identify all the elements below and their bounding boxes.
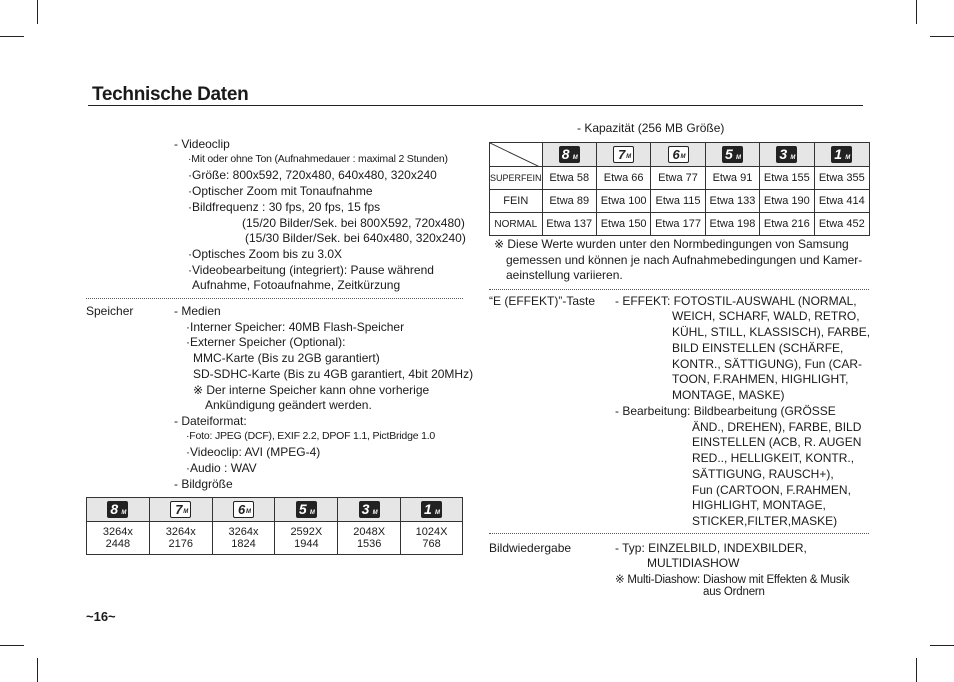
capacity-note-1: ※ Diese Werte wurden unter den Normbedingungen von Samsung bbox=[494, 237, 849, 251]
6m-icon-cell bbox=[651, 143, 705, 167]
wiedergabe-note2: aus Ordnern bbox=[703, 586, 765, 598]
videoclip-fps-b: (15/30 Bilder/Sek. bei 640x480, 320x240) bbox=[245, 231, 466, 245]
videoclip-fps: ·Bildfrequenz : 30 fps, 20 fps, 15 fps bbox=[188, 200, 381, 214]
5m-icon: 5 M bbox=[296, 501, 317, 518]
capacity-cell: Etwa 115 bbox=[651, 190, 705, 213]
effekt-line: WEICH, SCHARF, WALD, RETRO, bbox=[672, 309, 860, 323]
videoclip-zoom: ·Optischer Zoom mit Tonaufnahme bbox=[188, 184, 373, 198]
effekt-line: BILD EINSTELLEN (SCHÄRFE, bbox=[672, 341, 844, 355]
videoclip-note: ·Mit oder ohne Ton (Aufnahmedauer : maximal 2 Stunden) bbox=[188, 153, 448, 165]
effekt-line: KONTR., SÄTTIGUNG), Fun (CAR- bbox=[672, 357, 863, 371]
effekt-line: MONTAGE, MASKE) bbox=[672, 388, 785, 402]
page-number: ~16~ bbox=[86, 609, 116, 624]
speicher-format: - Dateiformat: bbox=[174, 414, 247, 428]
7m-icon-cell bbox=[596, 143, 650, 167]
bearbeitung-line: ÄND., DREHEN), FARBE, BILD bbox=[692, 420, 862, 434]
section-divider bbox=[86, 298, 463, 299]
capacity-cell: Etwa 91 bbox=[705, 167, 759, 190]
5m-icon-cell bbox=[705, 143, 759, 167]
capacity-cell: Etwa 100 bbox=[596, 190, 650, 213]
capacity-cell: Etwa 58 bbox=[542, 167, 596, 190]
crop-mark bbox=[0, 645, 24, 646]
effekt-label: “E (EFFEKT)”-Taste bbox=[489, 294, 596, 308]
videoclip-edit: ·Videobearbeitung (integriert): Pause während bbox=[188, 263, 434, 277]
speicher-mmc: MMC-Karte (Bis zu 2GB garantiert) bbox=[193, 351, 380, 365]
7m-icon-cell bbox=[149, 498, 212, 522]
videoclip-size: ·Größe: 800x592, 720x480, 640x480, 320x240 bbox=[188, 168, 437, 182]
1m-icon-cell bbox=[814, 143, 869, 167]
diagonal-line bbox=[490, 143, 540, 167]
title-rule bbox=[88, 105, 863, 106]
wiedergabe-note: ※ Multi-Diashow: Diashow mit Effekten & Musik bbox=[615, 574, 850, 586]
capacity-cell: Etwa 150 bbox=[596, 213, 650, 236]
crop-mark bbox=[930, 36, 954, 37]
size-cell: 3264x 1824 bbox=[212, 522, 275, 555]
capacity-cell: Etwa 216 bbox=[760, 213, 814, 236]
capacity-title: - Kapazität (256 MB Größe) bbox=[577, 121, 725, 135]
bearbeitung-line: STICKER,FILTER,MASKE) bbox=[692, 514, 838, 528]
1m-icon: 1 M bbox=[831, 146, 852, 163]
7m-icon: 7 M bbox=[170, 501, 191, 518]
size-cell: 1024X 768 bbox=[401, 522, 463, 555]
8m-icon-cell bbox=[87, 498, 150, 522]
capacity-cell: Etwa 414 bbox=[814, 190, 869, 213]
capacity-cell: Etwa 77 bbox=[651, 167, 705, 190]
row-label: SUPERFEIN bbox=[490, 167, 543, 190]
bearbeitung-line: EINSTELLEN (ACB, R. AUGEN bbox=[692, 435, 862, 449]
capacity-note-3: aeinstellung variieren. bbox=[506, 268, 623, 282]
capacity-cell: Etwa 133 bbox=[705, 190, 759, 213]
videoclip-edit2: Aufnahme, Fotoaufnahme, Zeitkürzung bbox=[192, 278, 401, 292]
effekt-line1: - EFFEKT: FOTOSTIL-AUSWAHL (NORMAL, bbox=[615, 294, 857, 308]
6m-icon: 6 M bbox=[233, 501, 254, 518]
6m-icon: 6 M bbox=[668, 146, 689, 163]
speicher-label: Speicher bbox=[86, 304, 134, 318]
capacity-cell: Etwa 155 bbox=[760, 167, 814, 190]
bearbeitung-line: HIGHLIGHT, MONTAGE, bbox=[692, 498, 826, 512]
page-title: Technische Daten bbox=[92, 84, 249, 105]
crop-mark bbox=[916, 658, 917, 682]
capacity-row-fein bbox=[490, 190, 870, 213]
capacity-cell: Etwa 177 bbox=[651, 213, 705, 236]
capacity-note-2: gemessen und können je nach Aufnahmebedingungen und Kamer- bbox=[506, 253, 863, 267]
videoclip-head: - Videoclip bbox=[174, 137, 230, 151]
bearbeitung-line1: - Bearbeitung: Bildbearbeitung (GRÖSSE bbox=[615, 404, 836, 418]
speicher-note1: ※ Der interne Speicher kann ohne vorherige bbox=[193, 383, 430, 397]
effekt-line: KÜHL, STILL, KLASSISCH), FARBE, bbox=[672, 325, 871, 339]
diagonal-header-cell bbox=[490, 143, 543, 167]
row-label: FEIN bbox=[490, 190, 543, 213]
effekt-line: TOON, F.RAHMEN, HIGHLIGHT, bbox=[672, 372, 849, 386]
speicher-audio: ·Audio : WAV bbox=[186, 461, 257, 475]
capacity-cell: Etwa 198 bbox=[705, 213, 759, 236]
videoclip-fps-a: (15/20 Bilder/Sek. bei 800X592, 720x480) bbox=[242, 216, 465, 230]
8m-icon-cell bbox=[542, 143, 596, 167]
capacity-icon-row bbox=[490, 143, 870, 167]
wiedergabe-typ2: MULTIDIASHOW bbox=[647, 556, 740, 570]
capacity-cell: Etwa 190 bbox=[760, 190, 814, 213]
1m-icon: 1 M bbox=[421, 501, 442, 518]
section-divider bbox=[489, 533, 869, 534]
5m-icon: 5 M bbox=[722, 146, 743, 163]
5m-icon-cell bbox=[275, 498, 338, 522]
crop-mark bbox=[37, 658, 38, 682]
6m-icon-cell bbox=[212, 498, 275, 522]
speicher-bildgroesse: - Bildgröße bbox=[174, 477, 233, 491]
size-value-row bbox=[87, 522, 463, 555]
capacity-cell: Etwa 66 bbox=[596, 167, 650, 190]
crop-mark bbox=[37, 0, 38, 24]
speicher-foto: ·Foto: JPEG (DCF), EXIF 2.2, DPOF 1.1, PictBridge 1.0 bbox=[186, 430, 436, 442]
crop-mark bbox=[0, 36, 24, 37]
8m-icon: 8 M bbox=[559, 146, 580, 163]
size-cell: 2592X 1944 bbox=[275, 522, 338, 555]
size-cell: 3264x 2176 bbox=[149, 522, 212, 555]
crop-mark bbox=[916, 0, 917, 24]
row-label: NORMAL bbox=[490, 213, 543, 236]
wiedergabe-label: Bildwiedergabe bbox=[489, 541, 572, 555]
size-cell: 2048X 1536 bbox=[338, 522, 401, 555]
capacity-row-superfein bbox=[490, 167, 870, 190]
videoclip-zoom2: ·Optisches Zoom bis zu 3.0X bbox=[188, 247, 343, 261]
8m-icon: 8 M bbox=[107, 501, 128, 518]
image-size-table bbox=[86, 497, 463, 555]
3m-icon-cell bbox=[760, 143, 814, 167]
speicher-video: ·Videoclip: AVI (MPEG-4) bbox=[186, 445, 321, 459]
bearbeitung-line: RED.., HELLIGKEIT, KONTR., bbox=[692, 451, 855, 465]
3m-icon-cell bbox=[338, 498, 401, 522]
size-icon-row bbox=[87, 498, 463, 522]
wiedergabe-typ: - Typ: EINZELBILD, INDEXBILDER, bbox=[615, 541, 807, 555]
capacity-cell: Etwa 355 bbox=[814, 167, 869, 190]
speicher-intern: ·Interner Speicher: 40MB Flash-Speicher bbox=[186, 320, 405, 334]
3m-icon: 3 M bbox=[359, 501, 380, 518]
crop-mark bbox=[930, 645, 954, 646]
capacity-row-normal bbox=[490, 213, 870, 236]
3m-icon: 3 M bbox=[776, 146, 797, 163]
bearbeitung-line: Fun (CARTOON, F.RAHMEN, bbox=[692, 483, 851, 497]
size-cell: 3264x 2448 bbox=[87, 522, 150, 555]
capacity-cell: Etwa 137 bbox=[542, 213, 596, 236]
speicher-medien: - Medien bbox=[174, 304, 221, 318]
1m-icon-cell bbox=[401, 498, 463, 522]
bearbeitung-line: SÄTTIGUNG, RAUSCH+), bbox=[692, 467, 834, 481]
section-divider bbox=[489, 289, 869, 290]
capacity-cell: Etwa 452 bbox=[814, 213, 869, 236]
capacity-table bbox=[489, 142, 870, 236]
speicher-extern: ·Externer Speicher (Optional): bbox=[186, 335, 346, 349]
speicher-note2: Ankündigung geändert werden. bbox=[205, 398, 372, 412]
capacity-cell: Etwa 89 bbox=[542, 190, 596, 213]
speicher-sdhc: SD-SDHC-Karte (Bis zu 4GB garantiert, 4bit 20MHz) bbox=[193, 367, 474, 381]
7m-icon: 7 M bbox=[613, 146, 634, 163]
